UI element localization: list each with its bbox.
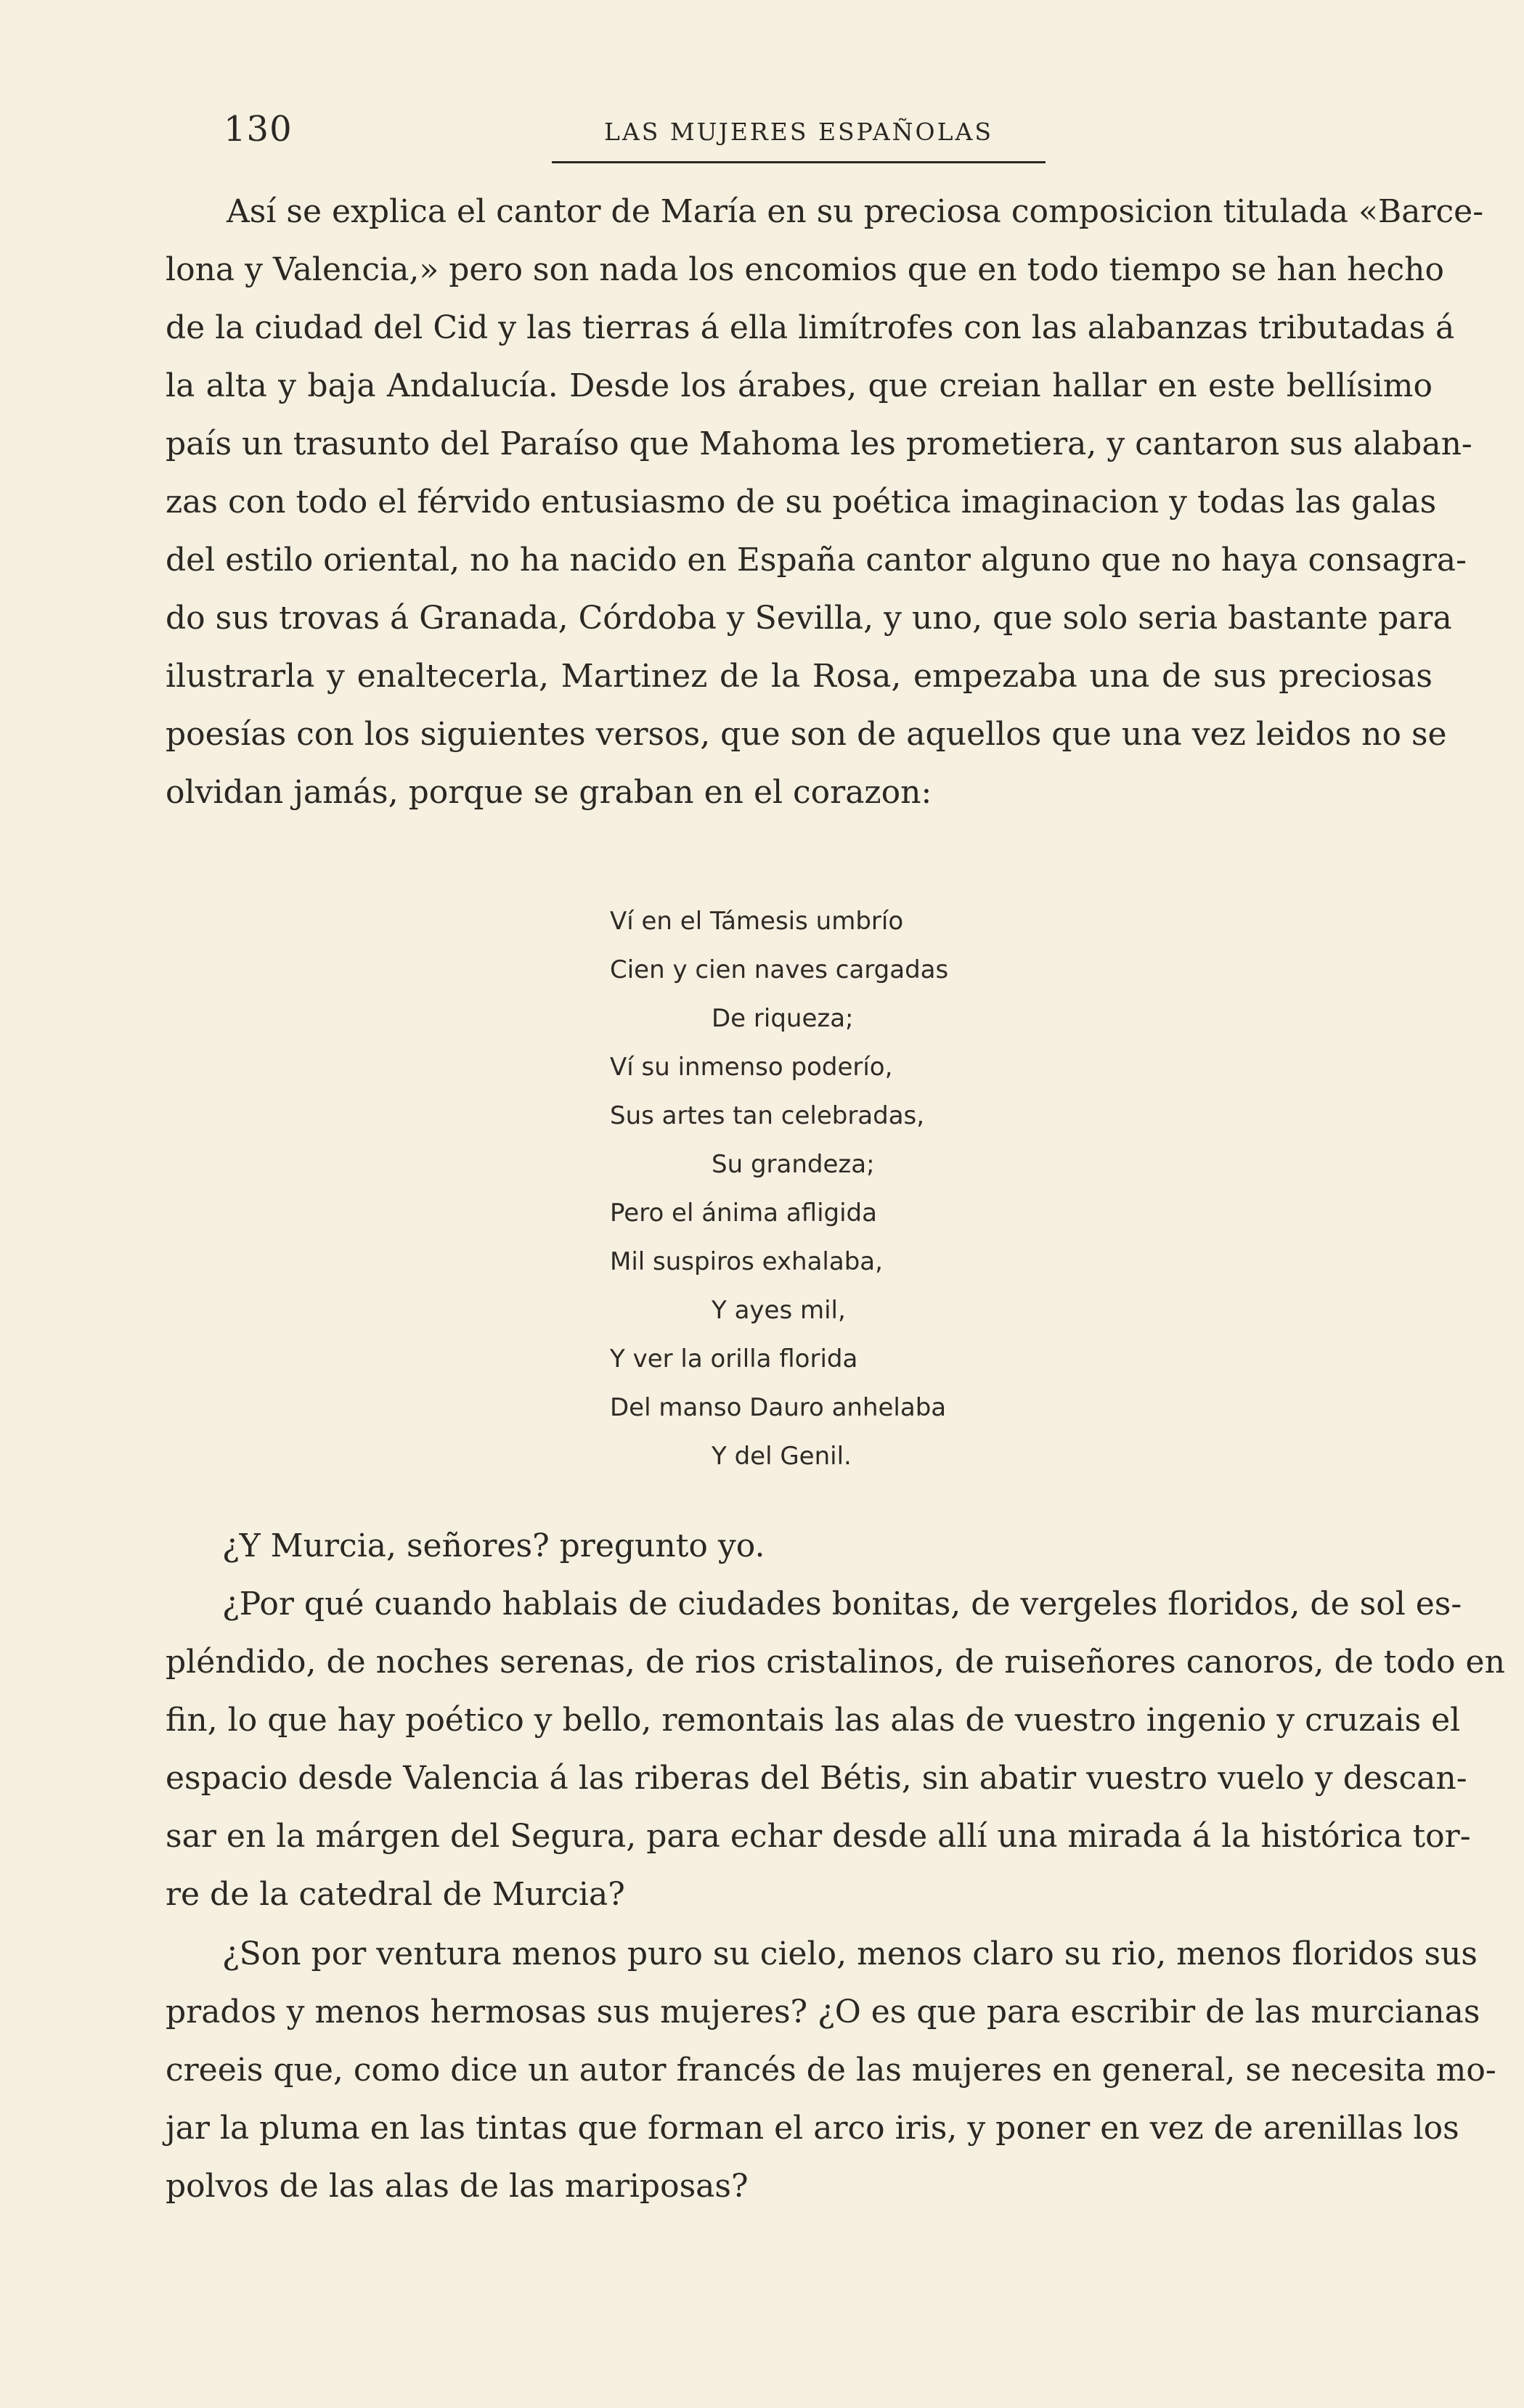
header-rule (552, 161, 1046, 163)
text-line: creeis que, como dice un autor francés de las mujeres en general, se necesita mo- (166, 2052, 1496, 2089)
poem-verse: Su grandeza; (712, 1150, 875, 1179)
poem-verse: Mil suspiros exhalaba, (610, 1247, 883, 1276)
text-line: ¿Son por ventura menos puro su cielo, menos claro su rio, menos floridos sus (222, 1935, 1478, 1972)
text-line: sar en la márgen del Segura, para echar desde allí una mirada á la histórica tor- (166, 1818, 1471, 1855)
poem-quotation (610, 897, 948, 1481)
text-line: zas con todo el férvido entusiasmo de su poética imaginacion y todas las galas (166, 483, 1437, 521)
text-line: prados y menos hermosas sus mujeres? ¿O es que para escribir de las murcianas (166, 1993, 1480, 2031)
text-line: poesías con los siguientes versos, que son de aquellos que una vez leidos no se (166, 716, 1447, 753)
paragraph-3 (166, 1575, 1505, 1924)
text-line: do sus trovas á Granada, Córdoba y Sevilla, y uno, que solo seria bastante para (166, 600, 1452, 637)
text-line: la alta y baja Andalucía. Desde los árabes, que creian hallar en este bellísimo (166, 367, 1433, 404)
poem-verse: Del manso Dauro anhelaba (610, 1393, 947, 1422)
poem-verse: Pero el ánima afligida (610, 1199, 877, 1228)
text-line: país un trasunto del Paraíso que Mahoma les prometiera, y cantaron sus alaban- (166, 425, 1472, 462)
running-title: LAS MUJERES ESPAÑOLAS (604, 118, 993, 146)
poem-verse: Y ayes mil, (712, 1296, 846, 1325)
poem-verse: Ví su inmenso poderío, (610, 1053, 893, 1082)
text-line: de la ciudad del Cid y las tierras á ella limítrofes con las alabanzas tributadas á (166, 309, 1455, 346)
text-line: polvos de las alas de las mariposas? (166, 2168, 749, 2205)
text-line: jar la pluma en las tintas que forman el arco iris, y poner en vez de arenillas los (166, 2110, 1459, 2147)
text-line: lona y Valencia,» pero son nada los encomios que en todo tiempo se han hecho (166, 251, 1444, 288)
poem-verse: Y del Genil. (712, 1442, 852, 1471)
page-number: 130 (224, 109, 293, 150)
poem-verse: De riqueza; (712, 1004, 854, 1033)
poem-verse: Sus artes tan celebradas, (610, 1101, 925, 1130)
text-line: re de la catedral de Murcia? (166, 1876, 625, 1913)
text-line: ¿Y Murcia, señores? pregunto yo. (222, 1527, 765, 1564)
paragraph-4 (166, 1925, 1496, 2216)
poem-verse: Cien y cien naves cargadas (610, 955, 949, 984)
text-line: ilustrarla y enaltecerla, Martinez de la Rosa, empezaba una de sus preciosas (166, 658, 1433, 695)
text-line: ¿Por qué cuando hablais de ciudades bonitas, de vergeles floridos, de sol es- (222, 1585, 1462, 1623)
text-line: pléndido, de noches serenas, de rios cristalinos, de ruiseñores canoros, de todo en (166, 1644, 1505, 1681)
poem-verse: Y ver la orilla florida (610, 1344, 858, 1374)
text-line: espacio desde Valencia á las riberas del Bétis, sin abatir vuestro vuelo y descan- (166, 1760, 1467, 1797)
text-line: del estilo oriental, no ha nacido en España cantor alguno que no haya consagra- (166, 542, 1467, 579)
poem-verse: Ví en el Támesis umbrío (610, 907, 904, 936)
paragraph-1 (166, 183, 1484, 822)
text-line: Así se explica el cantor de María en su preciosa composicion titulada «Barce- (227, 193, 1484, 230)
paragraph-2 (166, 1517, 1433, 1575)
text-line: olvidan jamás, porque se graban en el corazon: (166, 774, 932, 811)
text-line: fin, lo que hay poético y bello, remontais las alas de vuestro ingenio y cruzais el (166, 1702, 1461, 1739)
